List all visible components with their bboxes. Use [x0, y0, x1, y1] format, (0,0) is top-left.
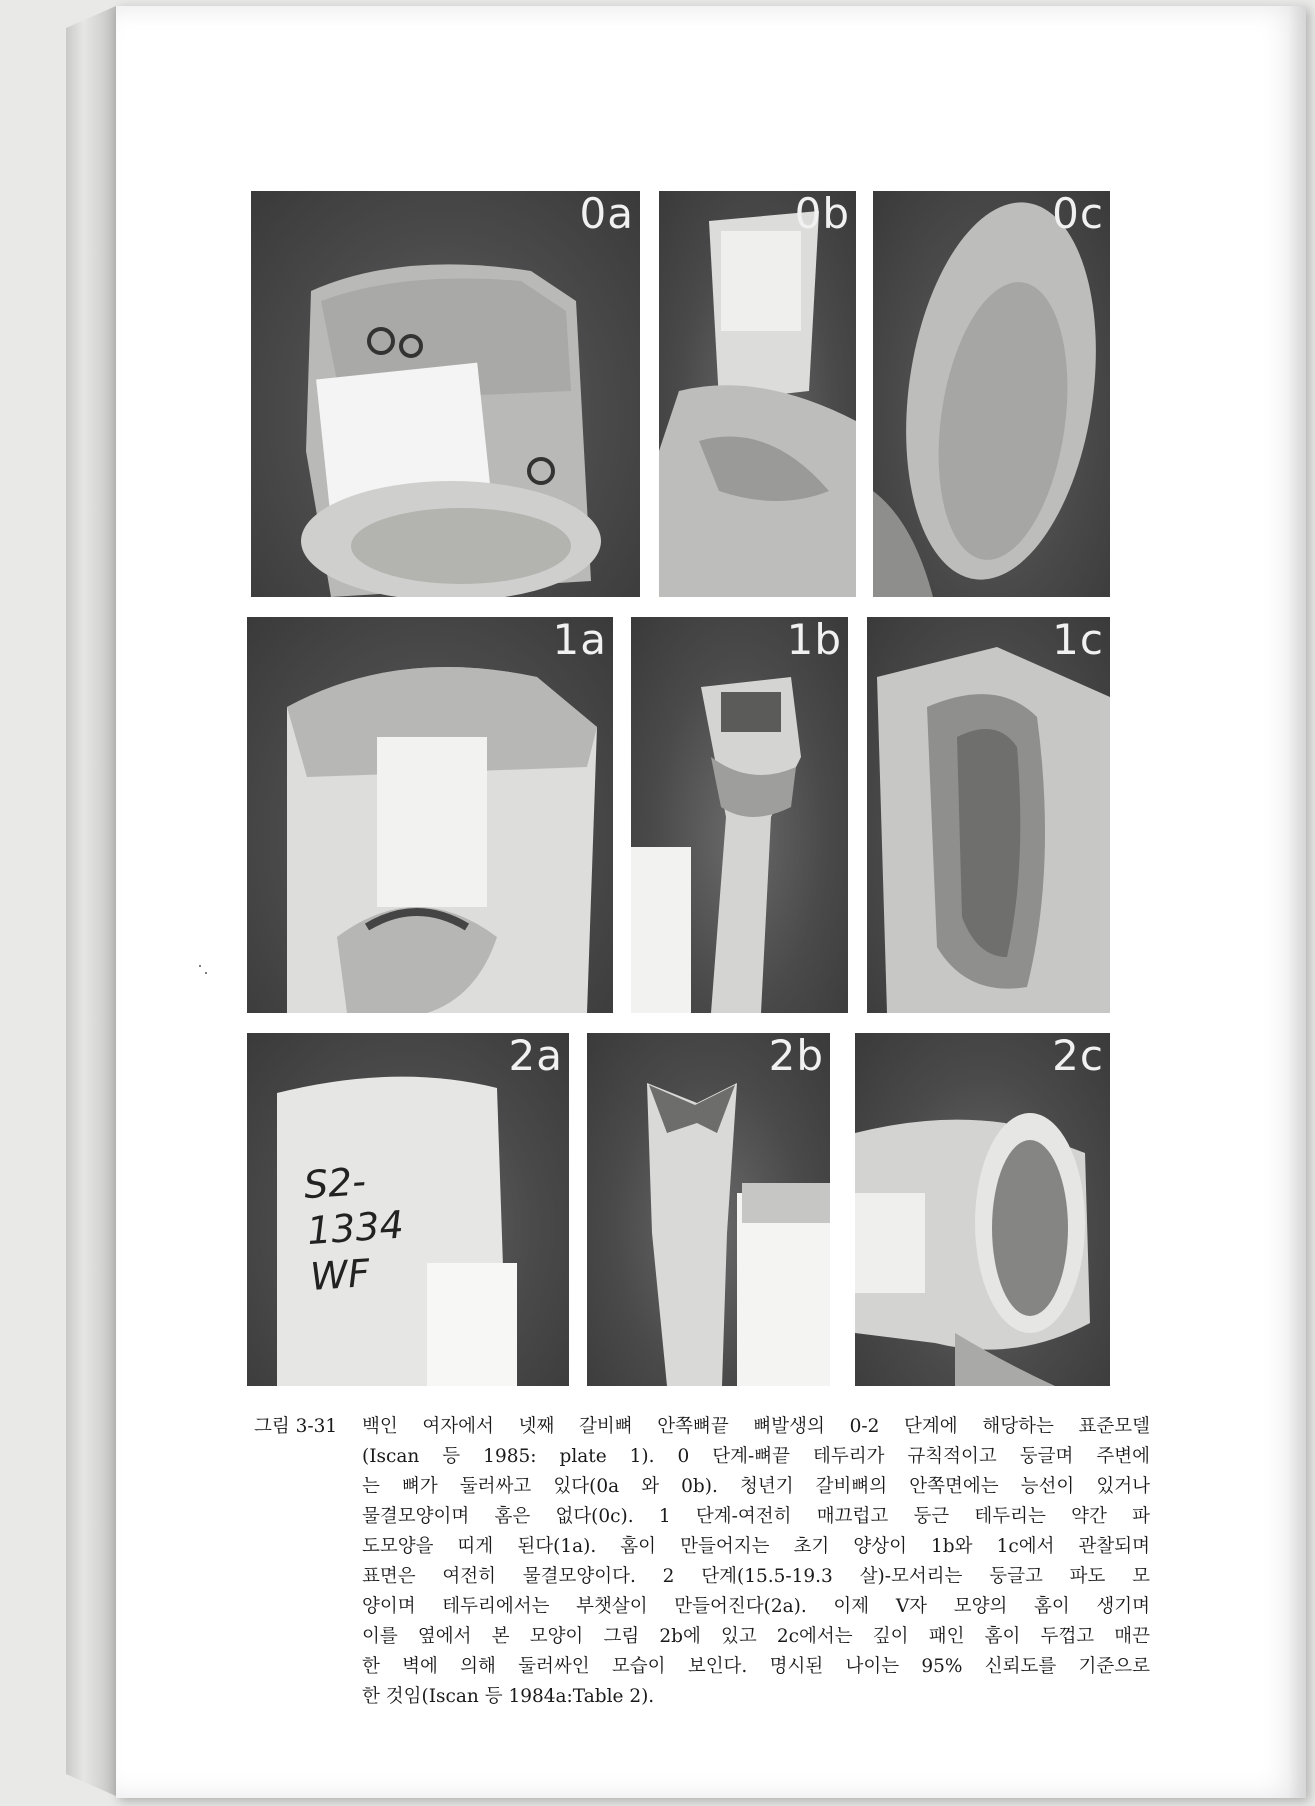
rib-end-image: [631, 617, 848, 1013]
panel-label: 2b: [768, 1033, 824, 1080]
photo-panel-0c: [873, 191, 1110, 597]
caption-line: 는 뼈가 둘러싸고 있다(0a 와 0b). 청년기 갈비뼈의 안쪽면에는 능선이 있거나: [362, 1476, 1150, 1497]
rib-end-image: [659, 191, 856, 597]
panel-label: 2a: [508, 1033, 563, 1080]
photo-panel-1b: [631, 617, 848, 1013]
photo-panel-0a: [251, 191, 640, 597]
caption-line: 물결모양이며 홈은 없다(0c). 1 단계-여전히 매끄럽고 둥근 테두리는 약간 파: [362, 1506, 1150, 1527]
photo-panel-0b: [659, 191, 856, 597]
photo-panel-1a: [247, 617, 613, 1013]
panel-label: 0a: [579, 191, 634, 238]
caption-line: 이를 옆에서 본 모양이 그림 2b에 있고 2c에서는 깊이 패인 홈이 두껍고 매끈: [362, 1626, 1150, 1647]
caption-line: 백인 여자에서 넷째 갈비뼈 안쪽뼈끝 뼈발생의 0-2 단계에 해당하는 표준모델: [362, 1416, 1150, 1437]
page-edge-shadow: [1288, 6, 1306, 1798]
book-spine: [66, 6, 116, 1796]
panel-label: 1b: [786, 617, 842, 664]
photo-panel-1c: [867, 617, 1110, 1013]
panel-label: 2c: [1052, 1033, 1104, 1080]
specimen-handwriting: S2- 1334 WF: [302, 1159, 406, 1300]
rib-end-image: [855, 1033, 1110, 1386]
rib-end-image: [867, 617, 1110, 1013]
figure-number: 그림 3-31: [254, 1416, 338, 1437]
rib-end-image: [873, 191, 1110, 597]
panel-label: 0b: [794, 191, 850, 238]
panel-label: 1c: [1052, 617, 1104, 664]
rib-end-image: [251, 191, 640, 597]
photo-panel-2b: [587, 1033, 830, 1386]
caption-line: 한 것임(Iscan 등 1984a:Table 2).: [362, 1686, 655, 1707]
caption-line: 도모양을 띠게 된다(1a). 홈이 만들어지는 초기 양상이 1b와 1c에서 관찰되며: [362, 1536, 1150, 1557]
caption-line: 한 벽에 의해 둘러싸인 모습이 보인다. 명시된 나이는 95% 신뢰도를 기준으로: [362, 1656, 1150, 1677]
figure-caption: [362, 1412, 1150, 1712]
rib-end-image: [587, 1033, 830, 1386]
page-speck: [205, 972, 207, 974]
rib-end-image: [247, 617, 613, 1013]
panel-label: 1a: [552, 617, 607, 664]
panel-label: 0c: [1052, 191, 1104, 238]
caption-line: 양이며 테두리에서는 부챗살이 만들어진다(2a). 이제 V자 모양의 홈이 생기며: [362, 1596, 1150, 1617]
page-speck: [199, 965, 201, 967]
photo-panel-2c: [855, 1033, 1110, 1386]
caption-line: 표면은 여전히 물결모양이다. 2 단계(15.5-19.3 살)-모서리는 둥글고 파도 모: [362, 1566, 1150, 1587]
caption-line: (Iscan 등 1985: plate 1). 0 단계-뼈끝 테두리가 규칙적이고 둥글며 주변에: [362, 1446, 1150, 1467]
photo-panel-2a: [247, 1033, 569, 1386]
